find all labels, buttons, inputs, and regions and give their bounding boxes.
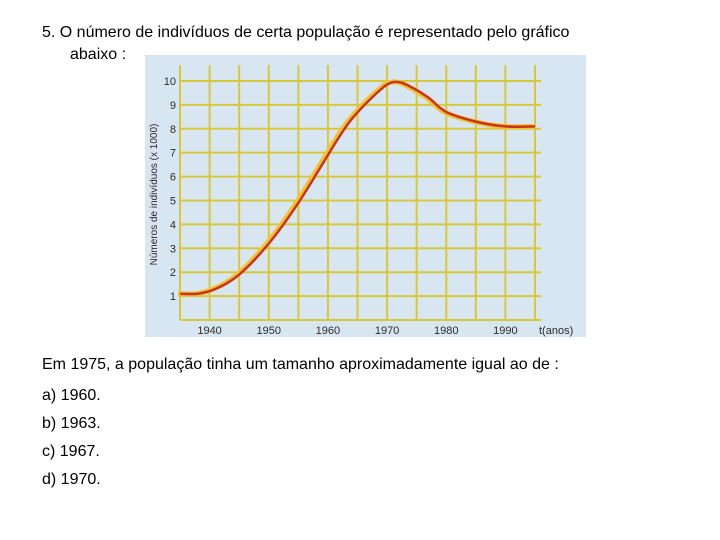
question-prompt: Em 1975, a população tinha um tamanho aproximadamente igual ao de : <box>42 356 559 373</box>
population-chart <box>145 55 586 337</box>
y-tick-label: 9 <box>169 99 176 112</box>
question-text-continuation: abaixo : <box>70 46 127 63</box>
y-tick-label: 8 <box>169 123 176 136</box>
y-tick-label: 6 <box>169 171 176 184</box>
option-c[interactable]: c) 1967. <box>42 443 100 460</box>
y-tick-label: 3 <box>169 243 176 256</box>
x-tick-label: 1960 <box>315 325 341 337</box>
chart-svg <box>145 55 586 337</box>
option-d[interactable]: d) 1970. <box>42 471 101 488</box>
y-tick-label: 7 <box>169 147 176 160</box>
x-tick-label: 1990 <box>493 325 518 337</box>
x-tick-label: 1940 <box>197 325 222 337</box>
y-tick-label: 2 <box>169 267 176 280</box>
x-axis-label: t(anos) <box>539 325 574 337</box>
y-axis-label: Números de indivíduos (x 1000) <box>149 123 160 266</box>
option-b[interactable]: b) 1963. <box>42 415 101 432</box>
option-a[interactable]: a) 1960. <box>42 387 101 404</box>
y-tick-label: 10 <box>163 75 176 88</box>
x-tick-label: 1970 <box>374 325 400 337</box>
x-tick-label: 1980 <box>434 325 459 337</box>
question-text: 5. O número de indivíduos de certa população é representado pelo gráfico <box>42 24 570 41</box>
x-tick-label: 1950 <box>256 325 281 337</box>
y-tick-label: 4 <box>169 219 176 232</box>
y-tick-label: 1 <box>169 291 176 304</box>
answer-options <box>42 382 101 494</box>
y-tick-label: 5 <box>169 195 176 208</box>
chart-background <box>145 55 586 337</box>
